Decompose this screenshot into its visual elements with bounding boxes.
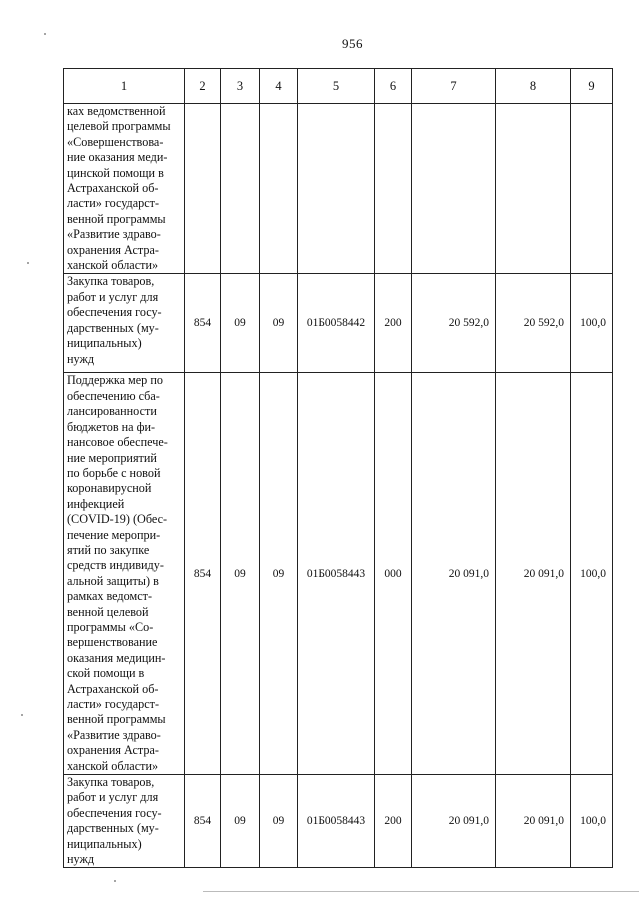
row-name-line: обеспечения госу-	[67, 805, 162, 820]
row-name-line: рамках ведомст-	[67, 589, 153, 604]
row-name-line: оказания медицин-	[67, 650, 166, 665]
expense-type-code-cell: 200	[375, 775, 412, 868]
row-name-line: венной программы	[67, 712, 166, 727]
scan-speck	[114, 880, 116, 882]
row-name-line: работ и услуг для	[67, 289, 159, 304]
row-name-cell	[64, 373, 185, 775]
row-name-line: альной защиты) в	[67, 573, 159, 588]
planned-amount-cell: 20 091,0	[412, 373, 496, 775]
row-name-line: Астраханской об-	[67, 181, 159, 196]
row-name-line: Закупка товаров,	[67, 775, 155, 790]
row-name-line: средств индивиду-	[67, 558, 164, 573]
section-code-cell	[221, 104, 260, 274]
expense-type-code-cell: 000	[375, 373, 412, 775]
row-name-line: обеспечению сба-	[67, 388, 160, 403]
target-article-code-cell: 01Б0058443	[298, 373, 375, 775]
header-cell-4: 4	[260, 69, 298, 104]
table-body	[64, 104, 613, 868]
planned-amount-cell: 20 091,0	[412, 775, 496, 868]
department-code-cell: 854	[185, 373, 221, 775]
row-name-line: целевой программы	[67, 119, 171, 134]
scan-speck	[44, 33, 46, 35]
planned-amount-cell: 20 592,0	[412, 274, 496, 373]
row-name-line: нужд	[67, 351, 95, 366]
execution-percent-cell: 100,0	[571, 373, 613, 775]
department-code-cell	[185, 104, 221, 274]
header-cell-1: 1	[64, 69, 185, 104]
row-name-line: обеспечения госу-	[67, 305, 162, 320]
row-name-line: инфекцией	[67, 496, 125, 511]
row-name-line: ханской области»	[67, 258, 159, 273]
execution-percent-cell	[571, 104, 613, 274]
row-name-line: Поддержка мер по	[67, 373, 163, 388]
row-name-line: ласти» государст-	[67, 697, 160, 711]
row-name-line: цинской помощи в	[67, 165, 164, 180]
row-name-line: «Развитие здраво-	[67, 727, 161, 742]
row-name-line: ханской области»	[67, 758, 159, 773]
table-row	[64, 104, 613, 274]
header-cell-2: 2	[185, 69, 221, 104]
row-name-line: Астраханской об-	[67, 681, 159, 696]
executed-amount-cell: 20 091,0	[496, 775, 571, 868]
header-cell-9: 9	[571, 69, 613, 104]
row-name-line: ние оказания меди-	[67, 150, 168, 165]
row-name-line: венной целевой	[67, 604, 149, 619]
scan-speck	[27, 262, 29, 264]
row-name-line: ние мероприятий	[67, 450, 157, 465]
header-cell-3: 3	[221, 69, 260, 104]
budget-table	[63, 68, 613, 868]
row-name-line: охранения Астра-	[67, 743, 159, 758]
row-name-line: коронавирусной	[67, 481, 152, 496]
row-name-line: по борьбе с новой	[67, 465, 161, 480]
row-name-line: ской помощи в	[67, 666, 145, 681]
section-code-cell: 09	[221, 373, 260, 775]
row-name-line: ласти» государст-	[67, 196, 160, 211]
executed-amount-cell	[496, 104, 571, 274]
execution-percent-cell: 100,0	[571, 274, 613, 373]
target-article-code-cell: 01Б0058443	[298, 775, 375, 868]
scan-speck	[21, 714, 23, 716]
row-name-line: дарственных (му-	[67, 320, 159, 335]
row-name-line: венной программы	[67, 211, 166, 226]
department-code-cell: 854	[185, 274, 221, 373]
department-code-cell: 854	[185, 775, 221, 868]
row-name-line: печение меропри-	[67, 527, 161, 542]
row-name-line: ниципальных)	[67, 336, 142, 351]
row-name-line: дарственных (му-	[67, 821, 159, 836]
subsection-code-cell: 09	[260, 274, 298, 373]
row-name-line: вершенствование	[67, 635, 158, 650]
row-name-line: бюджетов на фи-	[67, 419, 156, 434]
table-row	[64, 274, 613, 373]
row-name-line: ятий по закупке	[67, 542, 150, 557]
row-name-line: «Развитие здраво-	[67, 227, 161, 242]
executed-amount-cell: 20 091,0	[496, 373, 571, 775]
section-code-cell: 09	[221, 775, 260, 868]
row-name-cell	[64, 775, 185, 868]
table-row	[64, 775, 613, 868]
header-cell-6: 6	[375, 69, 412, 104]
row-name-line: нансовое обеспече-	[67, 435, 168, 450]
target-article-code-cell: 01Б0058442	[298, 274, 375, 373]
row-name-line: (COVID-19) (Обес-	[67, 512, 168, 527]
row-name-line: работ и услуг для	[67, 790, 159, 805]
bottom-scan-line	[203, 891, 639, 892]
header-cell-8: 8	[496, 69, 571, 104]
executed-amount-cell: 20 592,0	[496, 274, 571, 373]
row-name-line: Закупка товаров,	[67, 274, 155, 289]
planned-amount-cell	[412, 104, 496, 274]
table-row	[64, 373, 613, 775]
row-name-line: нужд	[67, 852, 95, 867]
row-name-line: программы «Со-	[67, 619, 154, 634]
row-name-cell	[64, 104, 185, 274]
header-cell-7: 7	[412, 69, 496, 104]
row-name-line: «Совершенствова-	[67, 134, 164, 149]
row-name-cell	[64, 274, 185, 373]
header-row	[64, 69, 613, 104]
row-name-line: ниципальных)	[67, 836, 142, 851]
subsection-code-cell	[260, 104, 298, 274]
row-name-line: лансированности	[67, 404, 157, 419]
row-name-line: ках ведомственной	[67, 104, 166, 118]
execution-percent-cell: 100,0	[571, 775, 613, 868]
header-cell-5: 5	[298, 69, 375, 104]
target-article-code-cell	[298, 104, 375, 274]
expense-type-code-cell: 200	[375, 274, 412, 373]
subsection-code-cell: 09	[260, 373, 298, 775]
row-name-line: охранения Астра-	[67, 242, 159, 257]
page-number: 956	[342, 36, 363, 51]
section-code-cell: 09	[221, 274, 260, 373]
subsection-code-cell: 09	[260, 775, 298, 868]
expense-type-code-cell	[375, 104, 412, 274]
